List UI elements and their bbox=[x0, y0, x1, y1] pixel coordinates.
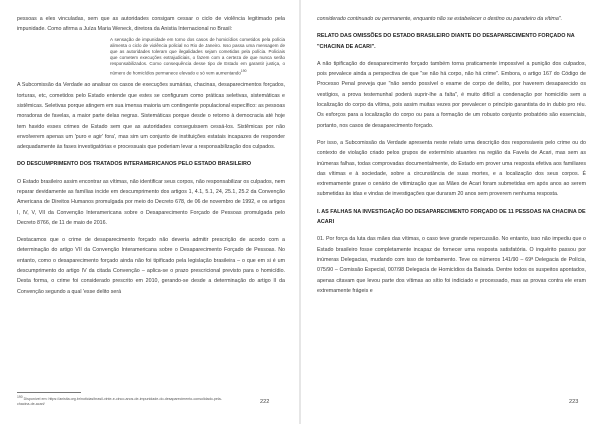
footnote-reference[interactable]: 190 bbox=[240, 68, 247, 73]
page-number-right: 223 bbox=[569, 399, 579, 405]
paragraph-typification: A não tipificação do desaparecimento forçado também torna praticamente impossível a punição dos culpados, pois prevalece ainda a perspectiva de que "se não há corpo, não há crime". Embora, o artigo 167 do Código de Processo Penal preveja que "não sendo possível o exame de corpo de delito, por haverem desaparecido os vestígios, a prova testemunhal poderá suprir-lhe a falta", é muito difícil a condenação por homicídio sem a localização do corpo da vítima, pois assim muitas vezes por prevalecer o princípio garantista do in dubio pro réu. Os esforços para a localização do corpo ou para a formação de um robusto conjunto probatório são essenciais, portanto, nos casos de desaparecimento forçado. bbox=[317, 60, 586, 129]
page-number-left: 222 bbox=[260, 399, 270, 405]
footnote-divider bbox=[17, 392, 81, 393]
section-heading-failures: I. AS FALHAS NA INVESTIGAÇÃO DO DESAPARECIMENTO FORÇADO DE 11 PESSOAS NA CHACINA DE ACARI bbox=[317, 208, 586, 226]
section-heading-treaties: DO DESCUMPRIMENTO DOS TRATADOS INTERAMERICANOS PELO ESTADO BRASILEIRO bbox=[17, 161, 252, 168]
footnote-number: 190 bbox=[17, 395, 23, 399]
footnote-text: Disponível em: https://anistia.org.br/noticias/brasil-vinte-e-cinco-anos-de-impunidade-do-desaparecimento-consolidado-pela-chacina-de-acari/ bbox=[17, 397, 222, 407]
footnote bbox=[17, 395, 227, 408]
block-quote bbox=[110, 37, 285, 77]
paragraph-investigation: 01. Por força da luta das mães das vítimas, o caso teve grande repercussão. No entanto, isso não impediu que o Estado brasileiro fosse completamente incapaz de fornecer uma resposta satisfatória. O inquérito passou por inúmeras Delegacias, mudando com isso de tombamento. Teve os números 141/90 – 69ª Delegacia de Polícia, 075/90 – Comissão Especial, 007/98 Delegacia de Homicídios da Baixada. Dentre todos os suspeitos apontados, apenas citavam que levou parte dos vítimas ao sítio foi indiciado e processado, mas as provas contra ele eram extremamente frágeis e bbox=[317, 236, 586, 294]
paragraph-selective-practices: A Subcomissão da Verdade ao analisar os casos de execuções sumárias, chacinas, desaparecimentos forçados, torturas, etc, cometidos pelo Estado entende que estes se configuram como práticas seletivas, sistemáticas e sistêmicas. Seletivas porque atingem em sua imensa maioria um contingente populacional específico: as pessoas moradoras de favelas, a maior parte delas negras. Sistemáticas porque desde o retorno à democracia até hoje tem havido esses crimes de Estado sem que as autoridades conseguissem cessá-los. Sistêmicas por não envolverem apenas um 'puro e agir' fora', mas sim um conjunto de instituições estatais incapazes de responder adequadamente às fases investigatórias e processuais que poderiam levar a responsabilização dos culpados. bbox=[17, 82, 285, 151]
left-page bbox=[0, 0, 299, 424]
intro-paragraph: pessoas a eles vinculadas, sem que as autoridades consigam cessar o ciclo de violência legitimado pela impunidade. Como afirma a Juíza Maria Weneck, diretora da Anistia Internacional no Brasil: bbox=[17, 16, 285, 33]
right-page bbox=[301, 0, 600, 424]
paragraph-convention-articles: O Estado brasileiro assim encontrar as vítimas, não identificar seus corpos, não responsabilizar os culpados, nem reparar devidamente as famílias incide em descumprimento dos artigos 1, 4.1, 5.1, 24, 25.1, 25.2 da Convenção Americana de Direitos Humanos promulgada por meio do Decreto 678, de 06 de novembro de 1992, e os artigos I, IV, V, VII da Convenção Interamericana sobre o Desaparecimento Forçado de Pessoas promulgada pelo Decreto 8766, de 11 de maio de 2016. bbox=[17, 178, 285, 226]
paragraph-subcommission: Por isso, a Subcomissão da Verdade apresenta neste relato uma descrição dos responsáveis pelo crime ou do contexto de violação criado pelos grupos de extermínio atuantes na região da Favela de Acari, mas sem as inúmeras falhas, todas comprovadas documentalmente, do Estado em prover uma resposta efetiva aos familiares das vítimas e à sociedade, sobre a circunstância de suas mortes, e a localização dos seus corpos. É extremamente grave o cenário de vitimização que as Mães de Acari foram submetidas em após anos ao serem submetidas às idas e vindas de investigações que duraram 20 anos sem proverem nenhuma resposta. bbox=[317, 139, 586, 198]
continued-quote: considerado continuado ou permanente, enquanto não se estabelecer o destino ou paradeiro da vítima". bbox=[317, 16, 563, 22]
section-heading-omissions: RELATO DAS OMISSÕES DO ESTADO BRASILEIRO DIANTE DO DESAPARECIMENTO FORÇADO NA "CHACINA DE ACARI". bbox=[317, 33, 575, 50]
paragraph-prescription: Destacamos que o crime de desaparecimento forçado não deveria admitir prescrição de acordo com a determinação do artigo VII da Convenção Interamericana sobre o Desaparecimento Forçado de Pessoas. No entanto, como o desaparecimento forçado ainda não foi tipificado pela legislação brasileira – o que em si é um descumprimento do artigo IV da citada Convenção – aplica-se o prazo prescricional previsto para o homicídio. Desta forma, o crime foi considerado prescrito em 2010, gerando-se desde a determinação do artigo II da Convenção segundo a qual 'esse delito será bbox=[17, 237, 285, 295]
block-quote-text: A sensação de impunidade em torno dos casos de homicídios cometidos pela polícia alimenta o ciclo de violência policial no Rio de Janeiro. Isso passa uma mensagem de que as autoridades toleram que ilegalidades sejam cometidas pela polícia. Policiais que cometem execuções extrajudiciais, o fazem com a certeza de que nunca serão responsabilizados. Como consequência desse tipo de Estado em garantir justiça, o número de homicídios permanece elevado e só vem aumentando bbox=[110, 36, 285, 76]
